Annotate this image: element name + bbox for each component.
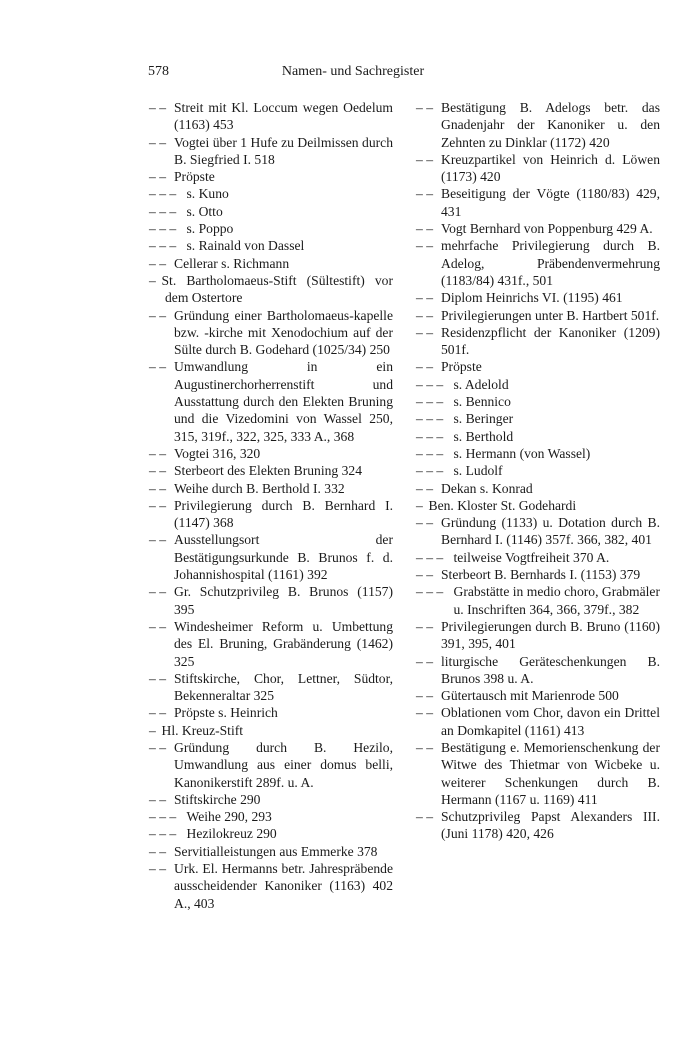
entry-level-dash: – [416, 497, 423, 513]
entry-level-dash: – – [416, 567, 433, 583]
index-entry [149, 583, 393, 618]
entry-text: Servitialleistungen aus Emmerke 378 [174, 843, 378, 859]
entry-text: Gr. Schutzprivileg B. Brunos (1157) 395 [174, 584, 393, 617]
index-entry [416, 462, 660, 479]
entry-text: Streit mit Kl. Loccum wegen Oedelum (1163) 453 [174, 100, 393, 133]
entry-text: Oblationen vom Chor, davon ein Drittel an Domkapitel (1161) 413 [441, 705, 660, 738]
entry-text: Windesheimer Reform u. Umbettung des El. Bruning, Grabänderung (1462) 325 [174, 618, 393, 669]
entry-level-dash: – – [149, 497, 166, 513]
entry-level-dash: – – [149, 359, 166, 375]
entry-text: Gründung (1133) u. Dotation durch B. Bernhard I. (1146) 357f. 366, 382, 401 [441, 515, 660, 548]
entry-text: Stiftskirche, Chor, Lettner, Südtor, Bekenneraltar 325 [174, 670, 393, 704]
entry-text: mehrfache Privilegierung durch B. Adelog, Präbendenvermehrung (1183/84) 431f., 501 [441, 238, 660, 288]
index-entry [416, 393, 660, 410]
entry-text: s. Otto [186, 203, 223, 219]
index-entry [416, 237, 660, 289]
entry-level-dash: – – [416, 290, 433, 306]
entry-level-dash: – – [149, 445, 166, 461]
index-entry [416, 687, 660, 704]
entry-text: Hl. Kreuz-Stift [161, 722, 244, 738]
entry-text: s. Kuno [186, 186, 229, 202]
entry-level-dash: – – – [416, 376, 444, 392]
entry-level-dash: – – – [416, 411, 444, 427]
entry-level-dash: – – [149, 480, 166, 496]
entry-text: Diplom Heinrichs VI. (1195) 461 [441, 290, 623, 306]
entry-text: s. Beringer [453, 411, 514, 427]
entry-level-dash: – – [416, 151, 433, 167]
index-entry [416, 566, 660, 583]
entry-text: Vogtei über 1 Hufe zu Deilmissen durch B. Siegfried I. 518 [174, 134, 393, 167]
entry-text: Grabstätte in medio choro, Grabmäler u. Inschriften 364, 366, 379f., 382 [453, 584, 660, 617]
entry-level-dash: – – [149, 255, 166, 271]
index-entry [149, 480, 393, 497]
entry-level-dash: – – [416, 324, 433, 340]
index-entry [149, 462, 393, 479]
index-entry [416, 99, 660, 151]
page-header [148, 64, 558, 84]
entry-text: s. Adelold [453, 376, 509, 392]
entry-text: Sterbeort B. Bernhards I. (1153) 379 [441, 567, 641, 583]
entry-level-dash: – – – [149, 221, 177, 237]
entry-level-dash: – – – [416, 584, 444, 600]
entry-level-dash: – – [149, 584, 166, 600]
entry-text: Cellerar s. Richmann [174, 255, 290, 271]
index-entry [149, 134, 393, 169]
entry-text: Privilegierungen unter B. Hartbert 501f. [441, 307, 660, 323]
entry-text: Vogt Bernhard von Poppenburg 429 A. [441, 221, 653, 237]
entry-text: Residenzpflicht der Kanoniker (1209) 501f. [441, 324, 660, 358]
entry-text: St. Bartholomaeus-Stift (Sültestift) vor dem Ostertore [161, 272, 393, 306]
entry-level-dash: – – – [149, 826, 177, 842]
index-entry [416, 307, 660, 324]
entry-text: Urk. El. Hermanns betr. Jahrespräbende ausscheidender Kanoniker (1163) 402 A., 403 [174, 861, 393, 911]
entry-level-dash: – – [416, 618, 433, 634]
entry-level-dash: – – – [416, 549, 444, 565]
entry-level-dash: – – [416, 809, 433, 825]
entry-level-dash: – – [149, 463, 166, 479]
entry-level-dash: – – [416, 705, 433, 721]
index-entry [416, 358, 660, 375]
index-entry [149, 185, 393, 202]
entry-level-dash: – – [416, 307, 433, 323]
entry-text: Bestätigung e. Memorienschenkung der Witwe des Thietmar von Wicbeke u. weiterer Schenkungen durch B. Hermann (1167 u. 1169) 411 [441, 739, 660, 807]
entry-text: Kreuzpartikel von Heinrich d. Löwen (1173) 420 [441, 151, 660, 185]
entry-text: Ben. Kloster St. Godehardi [428, 497, 577, 513]
entry-level-dash: – – – [149, 238, 177, 254]
entry-level-dash: – – – [416, 394, 444, 410]
index-entry [149, 739, 393, 791]
entry-text: Vogtei 316, 320 [174, 445, 261, 461]
entry-level-dash: – – – [149, 186, 177, 202]
entry-level-dash: – – [416, 186, 433, 202]
index-entry [149, 704, 393, 721]
entry-level-dash: – – [149, 861, 166, 877]
index-entry [149, 860, 393, 912]
index-entry [416, 410, 660, 427]
index-entry [416, 220, 660, 237]
index-entry [149, 220, 393, 237]
entry-level-dash: – – [416, 653, 433, 669]
entry-level-dash: – – [416, 480, 433, 496]
entry-text: Beseitigung der Vögte (1180/83) 429, 431 [441, 186, 660, 219]
entry-level-dash: – – [149, 618, 166, 634]
index-entry [416, 514, 660, 549]
index-entry [149, 99, 393, 134]
entry-text: s. Ludolf [453, 463, 503, 479]
index-entry [416, 704, 660, 739]
entry-text: s. Bennico [453, 394, 511, 410]
entry-text: s. Berthold [453, 428, 514, 444]
index-entry [416, 428, 660, 445]
index-entry [149, 670, 393, 705]
entry-text: Pröpste [174, 169, 215, 185]
entry-text: Pröpste [441, 359, 482, 375]
index-column-left [149, 99, 393, 912]
index-entry [416, 289, 660, 306]
entry-text: Schutzprivileg Papst Alexanders III. (Juni 1178) 420, 426 [441, 809, 660, 842]
index-entry [416, 324, 660, 359]
page-number: 578 [148, 64, 169, 79]
index-entry [416, 618, 660, 653]
entry-text: Sterbeort des Elekten Bruning 324 [174, 463, 363, 479]
entry-level-dash: – [149, 272, 156, 288]
entry-level-dash: – – [149, 739, 166, 755]
index-entry [416, 185, 660, 220]
entry-text: Hezilokreuz 290 [186, 826, 277, 842]
entry-level-dash: – – [416, 221, 433, 237]
index-column-right [416, 99, 660, 843]
entry-text: Privilegierungen durch B. Bruno (1160) 391, 395, 401 [441, 618, 660, 652]
entry-level-dash: – – [149, 169, 166, 185]
index-entry [149, 808, 393, 825]
index-entry [149, 825, 393, 842]
entry-text: s. Poppo [186, 221, 234, 237]
entry-level-dash: – – [149, 843, 166, 859]
entry-text: Pröpste s. Heinrich [174, 705, 278, 721]
entry-text: Privilegierung durch B. Bernhard I. (1147) 368 [174, 497, 393, 531]
entry-text: Gütertausch mit Marienrode 500 [441, 688, 619, 704]
index-entry [416, 808, 660, 843]
entry-level-dash: – – – [416, 445, 444, 461]
entry-text: Dekan s. Konrad [441, 480, 533, 496]
entry-text: Stiftskirche 290 [174, 791, 261, 807]
entry-level-dash: – – [416, 515, 433, 531]
entry-level-dash: – – [416, 688, 433, 704]
running-title: Namen- und Sachregister [281, 64, 425, 79]
entry-level-dash: – – [149, 670, 166, 686]
entry-text: liturgische Geräteschenkungen B. Brunos 398 u. A. [441, 653, 660, 686]
entry-level-dash: – – – [416, 428, 444, 444]
index-entry [149, 722, 393, 739]
index-entry [149, 272, 393, 307]
entry-text: Weihe durch B. Berthold I. 332 [174, 480, 345, 496]
index-entry [149, 358, 393, 444]
entry-level-dash: – – [149, 791, 166, 807]
entry-text: Gründung einer Bartholomaeus-kapelle bzw. -kirche mit Xenodochium auf der Sülte durch B. Godehard (1025/34) 250 [174, 307, 393, 358]
index-entry [149, 168, 393, 185]
entry-text: teilweise Vogtfreiheit 370 A. [453, 549, 610, 565]
index-entry [149, 255, 393, 272]
entry-text: Gründung durch B. Hezilo, Umwandlung aus einer domus belli, Kanonikerstift 289f. u. A. [174, 739, 393, 790]
index-entry [416, 739, 660, 808]
index-entry [416, 549, 660, 566]
index-entry [416, 653, 660, 688]
entry-level-dash: – – [416, 238, 433, 254]
entry-level-dash: – – [149, 532, 166, 548]
entry-text: Ausstellungsort der Bestätigungsurkunde B. Brunos f. d. Johannishospital (1161) 392 [174, 532, 393, 583]
index-entry [149, 791, 393, 808]
index-entry [416, 497, 660, 514]
entry-level-dash: – – – [149, 203, 177, 219]
index-entry [149, 203, 393, 220]
entry-level-dash: – – [149, 705, 166, 721]
index-entry [149, 307, 393, 359]
index-entry [149, 497, 393, 532]
index-entry [416, 583, 660, 618]
index-entry [416, 480, 660, 497]
index-entry [149, 445, 393, 462]
index-entry [416, 151, 660, 186]
entry-text: Bestätigung B. Adelogs betr. das Gnadenjahr der Kanoniker u. den Zehnten zu Dinklar (1172) 420 [441, 100, 660, 150]
index-entry [149, 618, 393, 670]
entry-level-dash: – [149, 722, 156, 738]
index-entry [149, 843, 393, 860]
index-entry [149, 531, 393, 583]
entry-level-dash: – – – [416, 463, 444, 479]
index-entry [149, 237, 393, 254]
entry-text: Weihe 290, 293 [186, 809, 272, 825]
entry-level-dash: – – [416, 359, 433, 375]
entry-level-dash: – – [416, 739, 433, 755]
entry-level-dash: – – [416, 100, 433, 115]
entry-text: s. Hermann (von Wassel) [453, 445, 591, 461]
entry-level-dash: – – [149, 134, 166, 150]
index-entry [416, 376, 660, 393]
entry-text: s. Rainald von Dassel [186, 238, 305, 254]
entry-level-dash: – – – [149, 809, 177, 825]
index-entry [416, 445, 660, 462]
entry-level-dash: – – [149, 100, 166, 115]
entry-text: Umwandlung in ein Augustinerchorherrenstift und Ausstattung durch den Elekten Bruning und die Vizedomini von Wassel 250, 315, 319f., 322, 325, 333 A., 368 [174, 359, 393, 444]
entry-level-dash: – – [149, 307, 166, 323]
